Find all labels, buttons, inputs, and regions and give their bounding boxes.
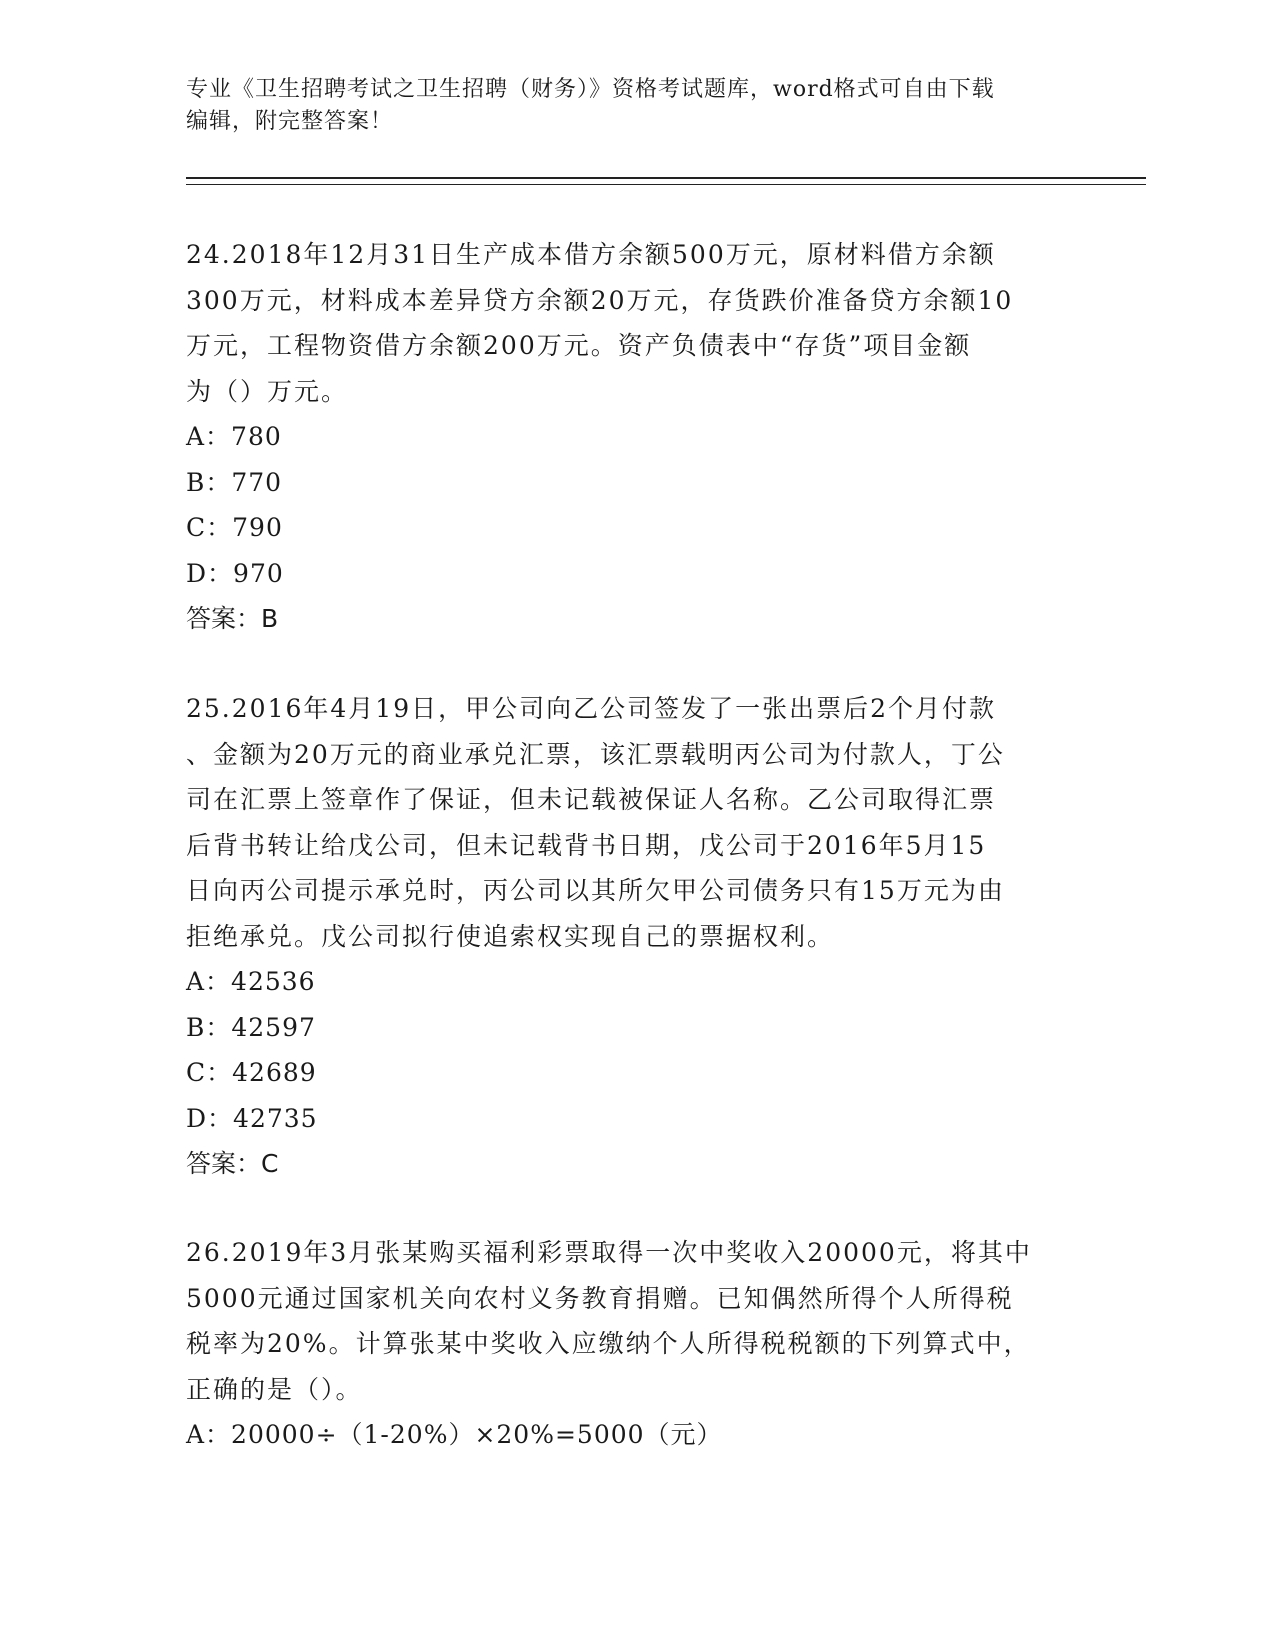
option-c: C：42689 <box>186 1058 317 1087</box>
question-26 <box>186 1230 1066 1458</box>
option-a: A：780 <box>186 422 282 451</box>
question-stem-line: 24.2018年12月31日生产成本借方余额500万元，原材料借方余额 <box>186 240 996 269</box>
answer-line: 答案：C <box>186 1149 279 1178</box>
option-a: A：20000÷（1-20%）×20%=5000（元） <box>186 1420 723 1449</box>
question-stem-line: 300万元，材料成本差异贷方余额20万元，存货跌价准备贷方余额10 <box>186 285 1014 315</box>
answer-line: 答案：B <box>186 604 279 633</box>
question-stem-line: 万元，工程物资借方余额200万元。资产负债表中“存货”项目金额 <box>186 331 972 360</box>
option-d: D：42735 <box>186 1103 318 1133</box>
question-stem-line: 正确的是（）。 <box>186 1374 363 1404</box>
question-stem-line: 26.2019年3月张某购买福利彩票取得一次中奖收入20000元，将其中 <box>186 1238 1032 1267</box>
option-b: B：42597 <box>186 1012 316 1042</box>
question-stem-line: 25.2016年4月19日，甲公司向乙公司签发了一张出票后2个月付款 <box>186 694 997 723</box>
option-c: C：790 <box>186 513 283 542</box>
option-d: D：970 <box>186 558 284 588</box>
header-line-1: 专业《卫生招聘考试之卫生招聘（财务）》资格考试题库，word格式可自由下载 <box>186 77 995 102</box>
question-stem-line: 日向丙公司提示承兑时，丙公司以其所欠甲公司债务只有15万元为由 <box>186 876 1005 905</box>
question-stem-line: 为（）万元。 <box>186 376 349 406</box>
header-divider-thick <box>186 177 1146 179</box>
question-stem-line: 5000元通过国家机关向农村义务教育捐赠。已知偶然所得个人所得税 <box>186 1283 1014 1313</box>
option-b: B：770 <box>186 467 283 497</box>
header-line-2: 编辑，附完整答案！ <box>186 109 394 134</box>
option-a: A：42536 <box>186 967 316 996</box>
question-25 <box>186 686 1066 1187</box>
question-24 <box>186 232 1066 642</box>
question-stem-line: 后背书转让给戊公司，但未记载背书日期，戊公司于2016年5月15 <box>186 830 987 860</box>
header-divider-thin <box>186 184 1146 185</box>
question-stem-line: 拒绝承兑。戊公司拟行使追索权实现自己的票据权利。 <box>186 921 835 951</box>
question-stem-line: 税率为20%。计算张某中奖收入应缴纳个人所得税税额的下列算式中， <box>186 1329 1031 1358</box>
document-header <box>186 74 1066 138</box>
question-stem-line: 司在汇票上签章作了保证，但未记载被保证人名称。乙公司取得汇票 <box>186 785 997 814</box>
question-stem-line: 、金额为20万元的商业承兑汇票，该汇票载明丙公司为付款人，丁公 <box>186 739 1005 769</box>
